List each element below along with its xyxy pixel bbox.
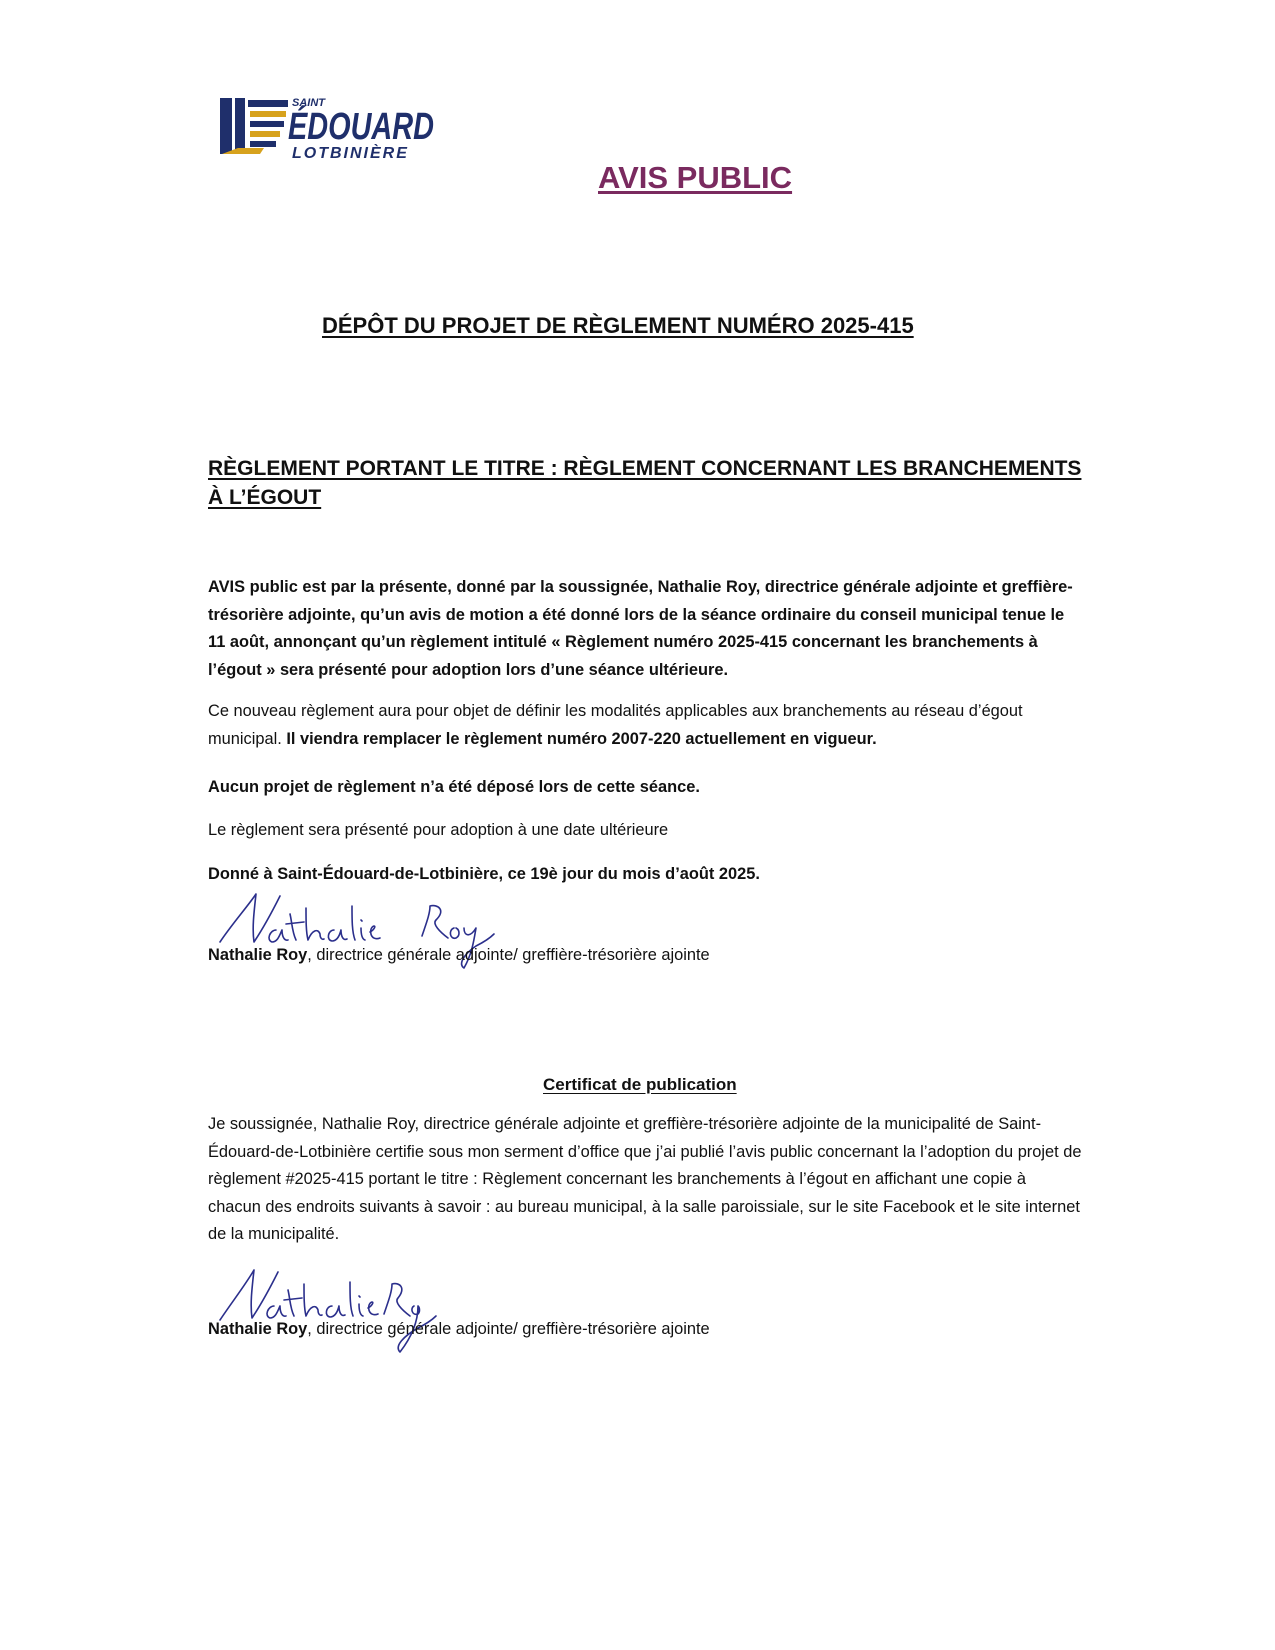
certificate-body: Je soussignée, Nathalie Roy, directrice générale adjointe et greffière-trésorière adjointe de la municipalité de Saint-Édouard-de-Lotbinière certifie sous mon serment d’office que j’ai publié l’avis public concernant la l’adoption du projet de règlement #2025-415 portant le titre : Règlement concernant les branchements à l’égout en affichant une copie à chacun des endroits suivants à savoir : au bureau municipal, à la salle paroissiale, sur le site Facebook et le site internet de la municipalité. <box>208 1115 1082 1243</box>
paragraph-purpose-bold: Il viendra remplacer le règlement numéro 2007-220 actuellement en vigueur. <box>286 729 877 748</box>
signatory-name: Nathalie Roy <box>208 946 308 964</box>
signatory-title: , directrice générale adjointe/ greffière-trésorière ajointe <box>307 946 710 964</box>
certificate-title: Certificat de publication <box>543 1075 737 1094</box>
logo-line2: ÉDOUARD <box>288 106 481 148</box>
regulation-title: RÈGLEMENT PORTANT LE TITRE : RÈGLEMENT CONCERNANT LES BRANCHEMENTS À L’ÉGOUT <box>208 457 1082 509</box>
logo-line1: SAINT <box>292 97 325 109</box>
paragraph-purpose-text: Ce nouveau règlement aura pour objet de définir les modalités applicables aux branchements au réseau d’égout municipal. <box>208 702 1023 748</box>
signature-line-1 <box>208 946 710 965</box>
signatory-title: , directrice générale adjointe/ greffière-trésorière ajointe <box>307 1320 710 1338</box>
paragraph-no-draft: Aucun projet de règlement n’a été déposé lors de cette séance. <box>208 778 700 796</box>
paragraph-notice: AVIS public est par la présente, donné par la soussignée, Nathalie Roy, directrice générale adjointe et greffière-trésorière adjointe, qu’un avis de motion a été donné lors de la séance ordinaire du conseil municipal tenue le 11 août, annonçant qu’un règlement intitulé « Règlement numéro 2025-415 concernant les branchements à l’égout » sera présenté pour adoption lors d’une séance ultérieure. <box>208 578 1073 679</box>
paragraph-adoption-date: Le règlement sera présenté pour adoption à une date ultérieure <box>208 821 669 839</box>
signatory-name: Nathalie Roy <box>208 1320 308 1338</box>
paragraph-purpose <box>208 698 1083 753</box>
handwritten-signature-2 <box>214 1258 444 1358</box>
logo-line3: LOTBINIÈRE <box>292 145 409 162</box>
notice-title: AVIS PUBLIC <box>598 160 793 195</box>
paragraph-given-at: Donné à Saint-Édouard-de-Lotbinière, ce 19è jour du mois d’août 2025. <box>208 865 760 883</box>
notice-subtitle: DÉPÔT DU PROJET DE RÈGLEMENT NUMÉRO 2025-415 <box>322 313 914 338</box>
signature-line-2 <box>208 1320 710 1339</box>
municipality-logo <box>220 92 481 172</box>
